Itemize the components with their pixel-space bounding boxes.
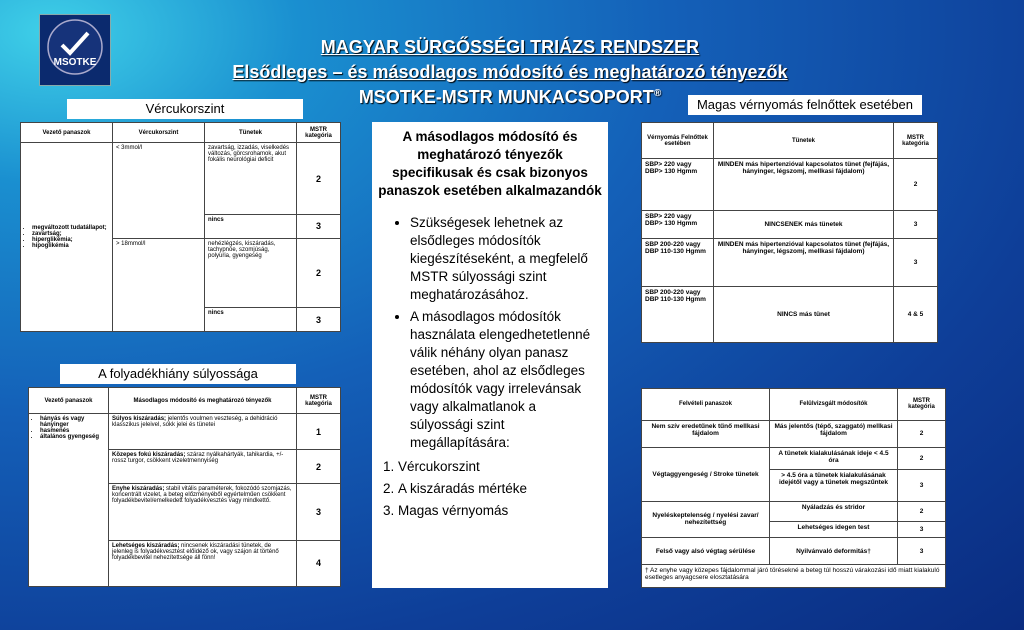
bp-cat: 4 & 5 — [894, 287, 938, 343]
panel-heading: A másodlagos módosító és meghatározó tényezők specifikusak és csak bizonyos panaszok esetében alkalmazandók — [378, 129, 602, 198]
bp-symptom: NINCS más tünet — [714, 287, 894, 343]
overridden-complaint: Nyeléskeptelenség / nyelési zavar/ nehezítettség — [642, 501, 770, 537]
overridden-header: Felülvizsgált módosítók — [770, 389, 898, 421]
overridden-complaint: Nem szív eredetűnek tűnő mellkasi fájdalom — [642, 420, 770, 447]
fluid-cat: 2 — [297, 450, 341, 484]
fluid-table — [28, 387, 341, 587]
glucose-symptom: nincs — [205, 214, 297, 238]
bp-header: Tünetek — [714, 123, 894, 159]
overridden-cat: 2 — [898, 501, 946, 521]
overridden-modifiers-table — [641, 388, 946, 588]
bp-value: SBP 200-220 vagy DBP 110-130 Hgmm — [642, 239, 714, 287]
bp-symptom: MINDEN más hipertenzióval kapcsolatos tünet (fejfájás, hányinger, légszomj, mellkasi fájdalom) — [714, 159, 894, 211]
workgroup-title: MSOTKE-MSTR MUNKACSOPORT® — [358, 87, 662, 107]
fluid-header: Vezető panaszok — [29, 388, 109, 414]
fluid-complaints: • hányás és vagy hányinger • hasmenés • általános gyengeség — [29, 414, 109, 587]
glucose-symptom: zavartság, izzadás, viselkedés változás, görcsrohamok, akut fokális neurológiai deficit — [205, 143, 297, 215]
overridden-cat: 3 — [898, 537, 946, 564]
fluid-row: Lehetséges kiszáradás; nincsenek kiszáradási tünetek, de jelenleg is folyadékvesztést előidéző ok, vagy szájon át történő folyadékbevitel nehezítettsége áll fönn! — [109, 540, 297, 586]
glucose-level: < 3mmol/l — [113, 143, 205, 239]
bp-symptom: NINCSENEK más tünetek — [714, 211, 894, 239]
panel-list-item: 3. Magas vérnyomás — [398, 500, 602, 522]
fluid-cat: 1 — [297, 414, 341, 450]
overridden-complaint: Felső vagy alsó végtag sérülése — [642, 537, 770, 564]
bp-cat: 3 — [894, 211, 938, 239]
fluid-cat: 4 — [297, 540, 341, 586]
overridden-header: Felvételi panaszok — [642, 389, 770, 421]
glucose-table — [20, 122, 341, 332]
overridden-complaint: Végtaggyengeség / Stroke tünetek — [642, 448, 770, 501]
glucose-label: Vércukorszint — [67, 99, 303, 119]
glucose-header: Vércukorszint — [113, 123, 205, 143]
fluid-row: Enyhe kiszáradás; stabil vitális paraméterek, fokozódó szomjazás, koncentrált vizelet, a beteg előzményéből egyértelműen csökkent folyadékbevitel/emelkedett folyadékvesztés vagy mindkettő. — [109, 484, 297, 540]
glucose-header: Vezető panaszok — [21, 123, 113, 143]
panel-bullet: • Szükségesek lehetnek az elsődleges módosítók kiegészítéseként, a megfelelő MSTR súlyossági szint meghatározásához. — [410, 214, 602, 304]
glucose-symptom: nincs — [205, 308, 297, 332]
glucose-cat: 2 — [297, 143, 341, 215]
subtitle: Elsődleges – és másodlagos módosító és meghatározó tényezők — [232, 62, 788, 82]
glucose-symptom: nehézlégzés, kiszáradás, tachypnoe, szomjúság, polyuria, gyengeség — [205, 238, 297, 307]
bp-cat: 2 — [894, 159, 938, 211]
fluid-label: A folyadékhiány súlyossága — [60, 364, 296, 384]
overridden-modifier: Más jelentős (tépő, szaggató) mellkasi fájdalom — [770, 420, 898, 447]
glucose-cat: 3 — [297, 308, 341, 332]
overridden-cat: 2 — [898, 448, 946, 470]
bp-value: SBP 200-220 vagy DBP 110-130 Hgmm — [642, 287, 714, 343]
bp-symptom: MINDEN más hipertenzióval kapcsolatos tünet (fejfájás, hányinger, légszomj, mellkasi fájdalom) — [714, 239, 894, 287]
overridden-modifier: Lehetséges idegen test — [770, 521, 898, 537]
glucose-header: MSTR kategória — [297, 123, 341, 143]
panel-list-item: 2. A kiszáradás mértéke — [398, 478, 602, 500]
fluid-row: Súlyos kiszáradás; jelentős voulmen veszteség, a dehidráció klasszikus jeleivel, sokk jelei és tünetei — [109, 414, 297, 450]
msotke-logo — [39, 14, 111, 86]
bp-table — [641, 122, 938, 343]
overridden-cat: 3 — [898, 469, 946, 501]
panel-bullet: • A másodlagos módosítók használata elengedhetetlenné válik néhány olyan panasz esetében, ahol az elsődleges módosítók vagy irrelevánsak vagy alkalmatlanok a súlyossági szint megállapítására: — [410, 308, 602, 452]
glucose-cat: 3 — [297, 214, 341, 238]
glucose-cat: 2 — [297, 238, 341, 307]
overridden-footnote: † Az enyhe vagy közepes fájdalommal járó törésekné a beteg túl hosszú várakozási idő miatt kialakuló esetleges anyagcsere elosztatására — [642, 565, 946, 588]
overridden-cat: 3 — [898, 521, 946, 537]
bp-header: MSTR kategória — [894, 123, 938, 159]
glucose-level: > 18mmol/l — [113, 238, 205, 331]
bp-label: Magas vérnyomás felnőttek esetében — [688, 95, 922, 115]
main-title: MAGYAR SÜRGŐSSÉGI TRIÁZS RENDSZER — [320, 37, 700, 57]
overridden-modifier: Nyáladzás és stridor — [770, 501, 898, 521]
glucose-complaints: • megváltozott tudatállapot; • zavartság; • hiperglikémia; • hipoglikémia — [21, 143, 113, 332]
glucose-header: Tünetek — [205, 123, 297, 143]
overridden-modifier: A tünetek kialakulásának ideje < 4.5 óra — [770, 448, 898, 470]
bp-cat: 3 — [894, 239, 938, 287]
fluid-row: Közepes fokú kiszáradás; száraz nyálkahártyák, tahikardia, +/- rossz turgor, csökkent vizeletmennyiség — [109, 450, 297, 484]
fluid-header: MSTR kategória — [297, 388, 341, 414]
fluid-header: Másodlagos módosító és meghatározó tényezők — [109, 388, 297, 414]
bp-value: SBP> 220 vagy DBP> 130 Hgmm — [642, 211, 714, 239]
overridden-header: MSTR kategória — [898, 389, 946, 421]
overridden-cat: 2 — [898, 420, 946, 447]
overridden-modifier: Nyilvánvaló deformitás† — [770, 537, 898, 564]
bp-header: Vérnyomás Felnőttek esetében — [642, 123, 714, 159]
overridden-modifier: > 4.5 óra a tünetek kialakulásának idejétől vagy a tünetek megszűntek — [770, 469, 898, 501]
logo-text: MSOTKE — [53, 57, 97, 68]
panel-list-item: 1. Vércukorszint — [398, 456, 602, 478]
fluid-cat: 3 — [297, 484, 341, 540]
secondary-modifiers-panel — [372, 122, 608, 588]
bp-value: SBP> 220 vagy DBP> 130 Hgmm — [642, 159, 714, 211]
